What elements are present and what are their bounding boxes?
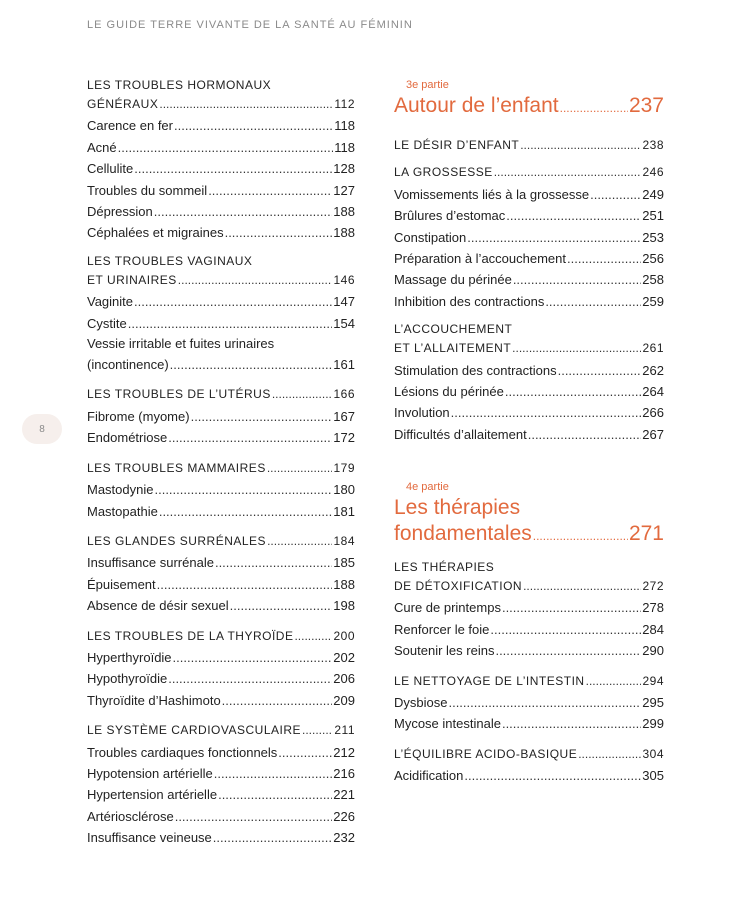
toc-entry-page: 259 <box>642 293 664 309</box>
toc-entry[interactable] <box>394 619 664 640</box>
toc-entry-page: 238 <box>642 138 664 152</box>
part-label: 3e partie <box>406 79 449 91</box>
toc-entry-title: Involution <box>394 405 450 421</box>
leader-dots <box>560 95 628 121</box>
toc-entry-title: Cystite <box>87 315 127 331</box>
toc-entry[interactable] <box>87 158 355 179</box>
toc-part4 <box>394 479 664 787</box>
running-head: LE GUIDE TERRE VIVANTE DE LA SANTÉ AU FÉMININ <box>87 19 413 31</box>
leader-dots <box>294 626 332 647</box>
toc-entry-page: 198 <box>333 598 355 614</box>
leader-dots <box>523 576 641 597</box>
toc-section-title[interactable] <box>394 576 664 597</box>
leader-dots <box>567 248 641 269</box>
toc-entry-title: Troubles du sommeil <box>87 182 208 198</box>
toc-entry-title: Endométriose <box>87 430 168 446</box>
toc-entry-title: Vessie irritable et fuites urinaires <box>87 336 275 352</box>
part-title-text: Autour de l’enfant <box>394 94 559 117</box>
leader-dots <box>586 671 642 692</box>
toc-section-title[interactable] <box>87 94 355 115</box>
toc-entry[interactable] <box>87 574 355 595</box>
toc-entry-page: 304 <box>642 746 664 761</box>
toc-entry-title: Hypotension artérielle <box>87 765 213 781</box>
toc-entry[interactable] <box>394 597 664 618</box>
toc-entry[interactable] <box>87 595 355 616</box>
toc-entry-page: 209 <box>333 692 355 708</box>
toc-entry-page: 261 <box>642 341 664 356</box>
leader-dots <box>558 360 642 381</box>
toc-entry-title: Soutenir les reins <box>394 643 495 659</box>
part-title-page: 271 <box>628 522 664 545</box>
toc-section-title[interactable] <box>394 135 664 156</box>
leader-dots <box>272 384 333 405</box>
toc-entry[interactable] <box>394 381 664 402</box>
toc-entry-page: 251 <box>642 208 664 224</box>
toc-entry-title: LE NETTOYAGE DE L’INTESTIN <box>394 673 585 688</box>
toc-section-title[interactable] <box>87 270 355 291</box>
toc-entry[interactable] <box>87 137 355 158</box>
toc-entry-page: 172 <box>333 430 355 446</box>
toc-entry-title: Constipation <box>394 229 467 245</box>
toc-entry-title: Acidification <box>394 768 464 784</box>
toc-entry-page: 272 <box>642 579 664 593</box>
toc-entry-title: Carence en fer <box>87 118 173 134</box>
toc-entry-title: Mastodynie <box>87 482 154 498</box>
toc-entry[interactable] <box>87 479 355 500</box>
leader-dots <box>512 338 641 359</box>
toc-entry-title: Dépression <box>87 204 153 220</box>
toc-entry-page: 264 <box>642 384 664 400</box>
toc-entry-page: 212 <box>333 744 355 760</box>
toc-section-title: LES TROUBLES VAGINAUX <box>87 253 253 268</box>
toc-section-title: L’ACCOUCHEMENT <box>394 322 513 337</box>
toc-entry-page: 258 <box>642 272 664 288</box>
toc-entry-page: 305 <box>642 768 664 784</box>
toc-entry-title: LA GROSSESSE <box>394 165 493 180</box>
toc-entry-title: Cure de printemps <box>394 600 501 616</box>
toc-entry-title: Vaginite <box>87 294 134 310</box>
leader-dots <box>174 115 333 136</box>
toc-entry-title: Artériosclérose <box>87 808 174 824</box>
toc-entry-page: 253 <box>642 229 664 245</box>
toc-entry-title: Inhibition des contractions <box>394 293 545 309</box>
leader-dots <box>178 270 333 291</box>
toc-entry[interactable] <box>394 269 664 290</box>
part-title-text: fondamentales <box>394 522 532 545</box>
leader-dots <box>225 222 333 243</box>
leader-dots <box>448 692 641 713</box>
leader-dots <box>578 744 641 765</box>
toc-entry[interactable] <box>394 765 664 786</box>
toc-entry-page: 299 <box>642 716 664 732</box>
toc-entry-page: 266 <box>642 405 664 421</box>
toc-entry-title: Lésions du périnée <box>394 384 504 400</box>
toc-entry-title: L’ÉQUILIBRE ACIDO-BASIQUE <box>394 746 578 761</box>
toc-entry-page: 267 <box>642 426 664 442</box>
toc-entry-page: 180 <box>333 482 355 498</box>
leader-dots <box>154 201 333 222</box>
leader-dots <box>168 427 332 448</box>
leader-dots <box>495 640 641 661</box>
toc-entry-page: 278 <box>642 600 664 616</box>
toc-section-title[interactable] <box>87 531 355 552</box>
toc-entry-title: Renforcer le foie <box>394 621 490 637</box>
leader-dots <box>173 647 333 668</box>
leader-dots <box>267 531 332 552</box>
toc-entry-page: 185 <box>333 555 355 571</box>
toc-entry-title: Stimulation des contractions <box>394 362 557 378</box>
toc-entry-page: 154 <box>333 315 355 331</box>
toc-entry-page: 294 <box>642 673 664 688</box>
toc-entry-title: Fibrome (myome) <box>87 408 190 424</box>
toc-entry[interactable] <box>394 205 664 226</box>
toc-entry-title: (incontinence) <box>87 357 169 373</box>
leader-dots <box>159 94 333 115</box>
toc-section-title[interactable] <box>394 671 664 692</box>
toc-entry-title: LES TROUBLES MAMMAIRES <box>87 460 266 475</box>
toc-entry[interactable] <box>87 690 355 711</box>
toc-entry-title: Thyroïdite d’Hashimoto <box>87 692 221 708</box>
toc-entry[interactable] <box>87 201 355 222</box>
toc-entry-title: Absence de désir sexuel <box>87 598 229 614</box>
toc-entry-page: 249 <box>642 186 664 202</box>
toc-section-title[interactable] <box>87 458 355 479</box>
toc-entry-title: ET L’ALLAITEMENT <box>394 341 512 356</box>
toc-section-title: LES TROUBLES HORMONAUX <box>87 78 272 92</box>
toc-entry[interactable] <box>394 184 664 205</box>
toc-entry-title: LES TROUBLES DE L’UTÉRUS <box>87 387 271 402</box>
leader-dots <box>467 227 641 248</box>
leader-dots <box>505 381 641 402</box>
toc-entry-title: Brûlures d’estomac <box>394 208 506 224</box>
toc-entry[interactable] <box>394 424 664 445</box>
toc-entry[interactable] <box>87 115 355 136</box>
toc-entry[interactable] <box>87 742 355 763</box>
toc-entry-title: LES GLANDES SURRÉNALES <box>87 533 267 548</box>
toc-entry[interactable] <box>394 402 664 423</box>
toc-entry-title: Préparation à l’accouchement <box>394 251 566 267</box>
part-title[interactable] <box>394 521 664 549</box>
toc-entry-page: 246 <box>642 165 664 180</box>
leader-dots <box>214 763 333 784</box>
leader-dots <box>267 458 333 479</box>
toc-entry-title: LE SYSTÈME CARDIOVASCULAIRE <box>87 723 301 738</box>
toc-entry-page: 118 <box>334 118 355 134</box>
toc-entry[interactable] <box>394 713 664 734</box>
toc-section-title[interactable] <box>394 744 664 765</box>
leader-dots <box>278 742 332 763</box>
part-title[interactable] <box>394 93 664 121</box>
toc-entry[interactable] <box>87 827 355 848</box>
toc-entry[interactable] <box>394 227 664 248</box>
toc-section-title[interactable] <box>87 626 355 647</box>
leader-dots <box>302 720 333 741</box>
toc-left-column <box>87 77 355 849</box>
leader-dots <box>506 205 641 226</box>
toc-entry[interactable] <box>87 291 355 312</box>
toc-entry-page: 128 <box>333 161 355 177</box>
toc-entry-title: Vomissements liés à la grossesse <box>394 186 590 202</box>
toc-entry-page: 202 <box>333 649 355 665</box>
toc-entry-page: 221 <box>333 787 355 803</box>
toc-entry[interactable] <box>394 291 664 312</box>
toc-entry[interactable] <box>87 354 355 375</box>
toc-entry-page: 188 <box>333 576 355 592</box>
toc-entry-page: 147 <box>333 294 355 310</box>
toc-section-title[interactable] <box>394 338 664 359</box>
toc-entry[interactable] <box>87 427 355 448</box>
toc-entry-title: DE DÉTOXIFICATION <box>394 579 523 593</box>
toc-entry-page: 211 <box>334 723 355 738</box>
toc-entry-title: ET URINAIRES <box>87 272 177 287</box>
toc-entry-page: 256 <box>642 251 664 267</box>
toc-entry[interactable] <box>394 360 664 381</box>
leader-dots <box>175 806 333 827</box>
toc-entry-page: 181 <box>333 503 355 519</box>
toc-entry[interactable] <box>87 406 355 427</box>
toc-entry[interactable] <box>87 180 355 201</box>
toc-entry-title: Acné <box>87 139 117 155</box>
toc-entry[interactable] <box>87 501 355 522</box>
leader-dots <box>128 313 333 334</box>
toc-entry-page: 226 <box>333 808 355 824</box>
toc-entry-page: 166 <box>333 387 355 402</box>
toc-entry-title: Céphalées et migraines <box>87 225 224 241</box>
toc-entry-page: 206 <box>333 671 355 687</box>
toc-right-column <box>394 77 664 445</box>
toc-entry-title: Mastopathie <box>87 503 158 519</box>
leader-dots <box>134 291 332 312</box>
toc-entry[interactable] <box>87 668 355 689</box>
leader-dots <box>502 597 641 618</box>
toc-entry-page: 112 <box>334 97 355 111</box>
toc-entry-title: Mycose intestinale <box>394 716 501 732</box>
toc-section-title: LES THÉRAPIES <box>394 560 495 574</box>
leader-dots <box>170 354 333 375</box>
toc-entry[interactable] <box>87 806 355 827</box>
leader-dots <box>168 668 332 689</box>
leader-dots <box>513 269 641 290</box>
toc-section-title[interactable] <box>394 162 664 183</box>
toc-entry-title: Insuffisance veineuse <box>87 830 212 846</box>
part-label: 4e partie <box>406 481 449 493</box>
toc-entry-page: 216 <box>333 765 355 781</box>
leader-dots <box>464 765 641 786</box>
leader-dots <box>502 713 641 734</box>
toc-section-title[interactable] <box>87 384 355 405</box>
toc-entry[interactable] <box>87 763 355 784</box>
toc-entry-page: 184 <box>333 533 355 548</box>
toc-entry-page: 232 <box>333 830 355 846</box>
leader-dots <box>533 523 628 549</box>
page-number-badge: 8 <box>22 414 62 444</box>
toc-entry-page: 179 <box>333 460 355 475</box>
leader-dots <box>215 552 332 573</box>
leader-dots <box>494 162 642 183</box>
toc-entry-page: 146 <box>333 272 355 287</box>
toc-entry-title: Hypertension artérielle <box>87 787 218 803</box>
part-title-page: 237 <box>628 94 664 117</box>
toc-entry-page: 118 <box>334 139 355 155</box>
leader-dots <box>134 158 332 179</box>
toc-entry-title: Insuffisance surrénale <box>87 555 214 571</box>
toc-entry-page: 188 <box>333 225 355 241</box>
part-title-text: Les thérapies <box>394 496 521 519</box>
toc-entry-page: 284 <box>642 621 664 637</box>
toc-entry-title: Cellulite <box>87 161 134 177</box>
toc-entry-title: Hypothyroïdie <box>87 671 168 687</box>
leader-dots <box>590 184 641 205</box>
toc-entry-page: 200 <box>333 628 355 643</box>
leader-dots <box>528 424 642 445</box>
toc-entry[interactable] <box>394 640 664 661</box>
leader-dots <box>118 137 334 158</box>
leader-dots <box>545 291 641 312</box>
toc-entry-title: Troubles cardiaques fonctionnels <box>87 744 278 760</box>
toc-entry[interactable] <box>394 248 664 269</box>
toc-entry-page: 127 <box>333 182 355 198</box>
leader-dots <box>213 827 333 848</box>
leader-dots <box>159 501 332 522</box>
leader-dots <box>208 180 332 201</box>
toc-entry-page: 290 <box>642 643 664 659</box>
toc-entry[interactable] <box>394 692 664 713</box>
toc-section-title[interactable] <box>87 720 355 741</box>
leader-dots <box>154 479 332 500</box>
toc-entry-page: 161 <box>333 357 355 373</box>
toc-entry-title: Massage du périnée <box>394 272 512 288</box>
toc-entry-title: GÉNÉRAUX <box>87 97 159 111</box>
leader-dots <box>218 784 332 805</box>
toc-entry-page: 167 <box>333 408 355 424</box>
leader-dots <box>157 574 333 595</box>
toc-entry-title: Hyperthyroïdie <box>87 649 172 665</box>
toc-entry-title: Difficultés d’allaitement <box>394 426 527 442</box>
leader-dots <box>230 595 333 616</box>
toc-entry[interactable] <box>87 222 355 243</box>
leader-dots <box>520 135 641 156</box>
leader-dots <box>222 690 333 711</box>
toc-entry-title: LE DÉSIR D’ENFANT <box>394 138 520 152</box>
toc-entry[interactable] <box>87 552 355 573</box>
leader-dots <box>451 402 642 423</box>
toc-entry-title: LES TROUBLES DE LA THYROÏDE <box>87 628 294 643</box>
leader-dots <box>490 619 641 640</box>
toc-entry[interactable] <box>87 647 355 668</box>
leader-dots <box>191 406 333 427</box>
toc-entry[interactable] <box>87 313 355 334</box>
toc-entry-page: 188 <box>333 204 355 220</box>
toc-entry-title: Épuisement <box>87 576 156 592</box>
toc-entry-title: Dysbiose <box>394 695 448 711</box>
toc-entry-page: 262 <box>642 362 664 378</box>
toc-entry-page: 295 <box>642 695 664 711</box>
toc-entry[interactable] <box>87 784 355 805</box>
